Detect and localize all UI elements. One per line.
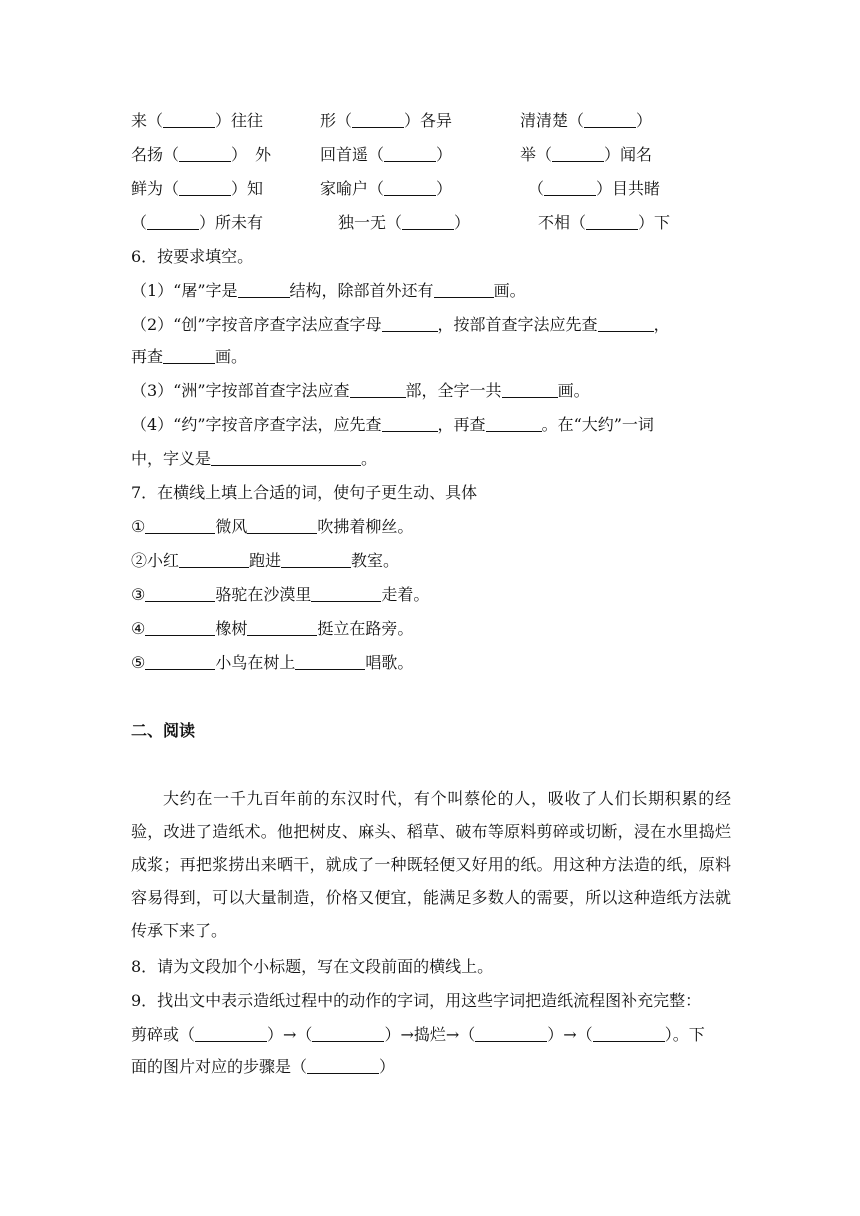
blank[interactable] [502,381,558,398]
blank[interactable] [552,145,604,162]
blank[interactable] [195,1025,267,1042]
blank[interactable] [586,213,638,230]
blank[interactable] [434,281,494,298]
section-heading: 二、阅读 [131,721,196,740]
blank[interactable] [247,619,317,636]
question-7-item: ②小红 跑进 教室。 [131,551,400,570]
blank[interactable] [311,585,381,602]
question-6-title: 6．按要求填空。 [131,247,254,266]
blank[interactable] [584,111,636,128]
idiom-item: 回首遥（ ） [320,145,453,164]
blank[interactable] [593,1025,665,1042]
blank[interactable] [145,517,215,534]
blank[interactable] [384,145,436,162]
question-9-line-3: 面的图片对应的步骤是（ ） [131,1057,396,1076]
idiom-item: 家喻户（ ） [320,179,453,198]
blank[interactable] [307,1057,379,1074]
blank[interactable] [295,653,365,670]
blank[interactable] [281,551,351,568]
question-6-item-4: （4）“约”字按音序查字法，应先查 ，再查 。在“大约”一词 [131,415,654,434]
question-6-item-3: （3）“洲”字按部首查字法应查 部，全字一共 画。 [131,381,590,400]
blank[interactable] [486,415,542,432]
idiom-item: 形（ ）各异 [320,111,453,130]
blank[interactable] [145,653,215,670]
question-7-item: ① 微风 吹拂着柳丝。 [131,517,414,536]
blank[interactable] [350,381,406,398]
question-6-item-2: （2）“创”字按音序查字法应查字母 ，按部首查字法应先查 ， [131,315,670,334]
question-9-line-2: 剪碎或（ ）→（ ）→捣烂→（ ）→（ ）。下 [131,1025,705,1044]
idiom-item: 独一无（ ） [338,213,471,232]
blank[interactable] [147,213,199,230]
blank[interactable] [312,1025,384,1042]
blank[interactable] [402,213,454,230]
question-7-item: ⑤ 小鸟在树上 唱歌。 [131,653,414,672]
idiom-item: 举（ ）闻名 [520,145,653,164]
blank[interactable] [145,585,215,602]
blank[interactable] [598,315,654,332]
idiom-item: 清清楚（ ） [520,111,653,130]
question-7-item: ③ 骆驼在沙漠里 走着。 [131,585,430,604]
idiom-item: 来（ ）往往 [131,111,264,130]
blank[interactable] [145,619,215,636]
blank[interactable] [352,111,404,128]
blank[interactable] [247,517,317,534]
blank[interactable] [163,347,215,364]
question-7-title: 7．在横线上填上合适的词，使句子更生动、具体 [131,483,478,502]
blank[interactable] [382,415,438,432]
question-7-item: ④ 橡树 挺立在路旁。 [131,619,414,638]
blank[interactable] [179,145,231,162]
blank[interactable] [384,179,436,196]
blank[interactable] [544,179,596,196]
question-6-item-2-cont: 再查 画。 [131,347,248,366]
blank[interactable] [179,551,249,568]
blank[interactable] [211,449,361,466]
question-6-item-1: （1）“屠”字是 结构，除部首外还有 画。 [131,281,526,300]
question-9-line-1: 9．找出文中表示造纸过程中的动作的字词，用这些字词把造纸流程图补充完整： [131,991,702,1010]
question-6-item-4-cont: 中，字义是 。 [131,449,378,468]
blank[interactable] [163,111,215,128]
idiom-item: （ ）所未有 [131,213,264,232]
idiom-item: （ ）目共睹 [528,179,661,198]
idiom-item: 名扬（ ） 外 [131,145,272,164]
reading-passage: 大约在一千九百年前的东汉时代，有个叫蔡伦的人，吸收了人们长期积累的经验，改进了造纸术。他把树皮、麻头、稻草、破布等原料剪碎或切断，浸在水里捣烂成浆；再把浆捞出来晒干，就成了一种既轻便又好用的纸。用这种方法造的纸，原料容易得到，可以大量制造，价格又便宜，能满足多数人的需要，所以这种造纸方法就传承下来了。 [131,789,731,940]
idiom-item: 不相（ ）下 [538,213,671,232]
blank[interactable] [475,1025,547,1042]
blank[interactable] [382,315,438,332]
question-8: 8．请为文段加个小标题，写在文段前面的横线上。 [131,957,494,976]
blank[interactable] [238,281,290,298]
idiom-item: 鲜为（ ）知 [131,179,264,198]
blank[interactable] [179,179,231,196]
